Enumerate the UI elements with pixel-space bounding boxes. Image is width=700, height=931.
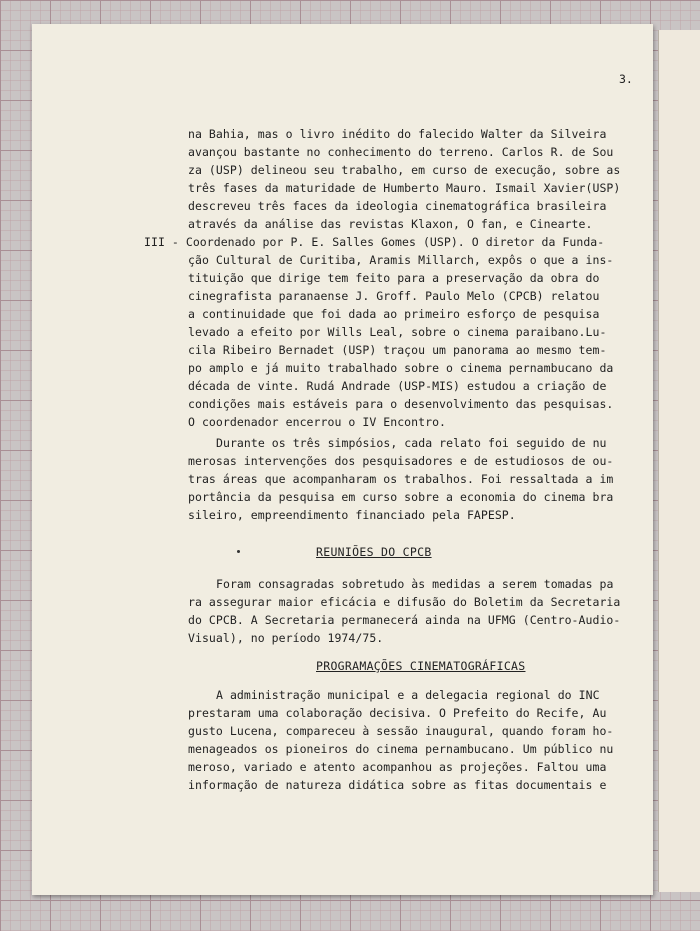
text-line: O coordenador encerrou o IV Encontro. bbox=[188, 415, 447, 429]
text-line: descreveu três faces da ideologia cinematográfica brasileira bbox=[188, 199, 607, 213]
ink-speck bbox=[237, 550, 240, 553]
text-line: levado a efeito por Wills Leal, sobre o cinema paraibano.Lu- bbox=[188, 325, 607, 339]
text-line: portância da pesquisa em curso sobre a economia do cinema bra bbox=[188, 490, 614, 504]
text-line: na Bahia, mas o livro inédito do falecido Walter da Silveira bbox=[188, 127, 607, 141]
text-line: três fases da maturidade de Humberto Mauro. Ismail Xavier(USP) bbox=[188, 181, 621, 195]
text-line: ra assegurar maior eficácia e difusão do Boletim da Secretaria bbox=[188, 595, 621, 609]
document-page bbox=[32, 24, 653, 895]
section-heading-reunioes: REUNIÕES DO CPCB bbox=[316, 545, 432, 559]
text-line: condições mais estáveis para o desenvolvimento das pesquisas. bbox=[188, 397, 614, 411]
text-line: za (USP) delineou seu trabalho, em curso de execução, sobre as bbox=[188, 163, 621, 177]
text-line: através da análise das revistas Klaxon, O fan, e Cinearte. bbox=[188, 217, 593, 231]
text-line: meroso, variado e atento acompanhou as projeções. Faltou uma bbox=[188, 760, 607, 774]
text-line: informação de natureza didática sobre as fitas documentais e bbox=[188, 778, 607, 792]
text-line: a continuidade que foi dada ao primeiro esforço de pesquisa bbox=[188, 307, 600, 321]
text-line: avançou bastante no conhecimento do terreno. Carlos R. de Sou bbox=[188, 145, 614, 159]
section-heading-programacoes: PROGRAMAÇÕES CINEMATOGRÁFICAS bbox=[316, 659, 526, 673]
text-line: po amplo e já muito trabalhado sobre o cinema pernambucano da bbox=[188, 361, 614, 375]
text-line: merosas intervenções dos pesquisadores e de estudiosos de ou- bbox=[188, 454, 614, 468]
text-line: sileiro, empreendimento financiado pela FAPESP. bbox=[188, 508, 516, 522]
section-iii-line: III - Coordenado por P. E. Salles Gomes (USP). O diretor da Funda- bbox=[144, 235, 605, 249]
text-line: do CPCB. A Secretaria permanecerá ainda na UFMG (Centro-Audio- bbox=[188, 613, 621, 627]
text-line: Visual), no período 1974/75. bbox=[188, 631, 384, 645]
next-page-edge bbox=[658, 30, 700, 892]
text-line: tituição que dirige tem feito para a preservação da obra do bbox=[188, 271, 600, 285]
text-line: gusto Lucena, compareceu à sessão inaugural, quando foram ho- bbox=[188, 724, 614, 738]
text-line: cinegrafista paranaense J. Groff. Paulo Melo (CPCB) relatou bbox=[188, 289, 600, 303]
text-line: Foram consagradas sobretudo às medidas a serem tomadas pa bbox=[216, 577, 614, 591]
text-line: tras áreas que acompanharam os trabalhos. Foi ressaltada a im bbox=[188, 472, 614, 486]
page-number: 3. bbox=[619, 72, 633, 86]
text-line: A administração municipal e a delegacia regional do INC bbox=[216, 688, 600, 702]
text-line: menageados os pioneiros do cinema pernambucano. Um público nu bbox=[188, 742, 614, 756]
text-line: década de vinte. Rudá Andrade (USP-MIS) estudou a criação de bbox=[188, 379, 607, 393]
text-line: prestaram uma colaboração decisiva. O Prefeito do Recife, Au bbox=[188, 706, 607, 720]
text-line: cila Ribeiro Bernadet (USP) traçou um panorama ao mesmo tem- bbox=[188, 343, 607, 357]
text-line: ção Cultural de Curitiba, Aramis Millarch, expôs o que a ins- bbox=[188, 253, 614, 267]
text-line: Durante os três simpósios, cada relato foi seguido de nu bbox=[216, 436, 607, 450]
